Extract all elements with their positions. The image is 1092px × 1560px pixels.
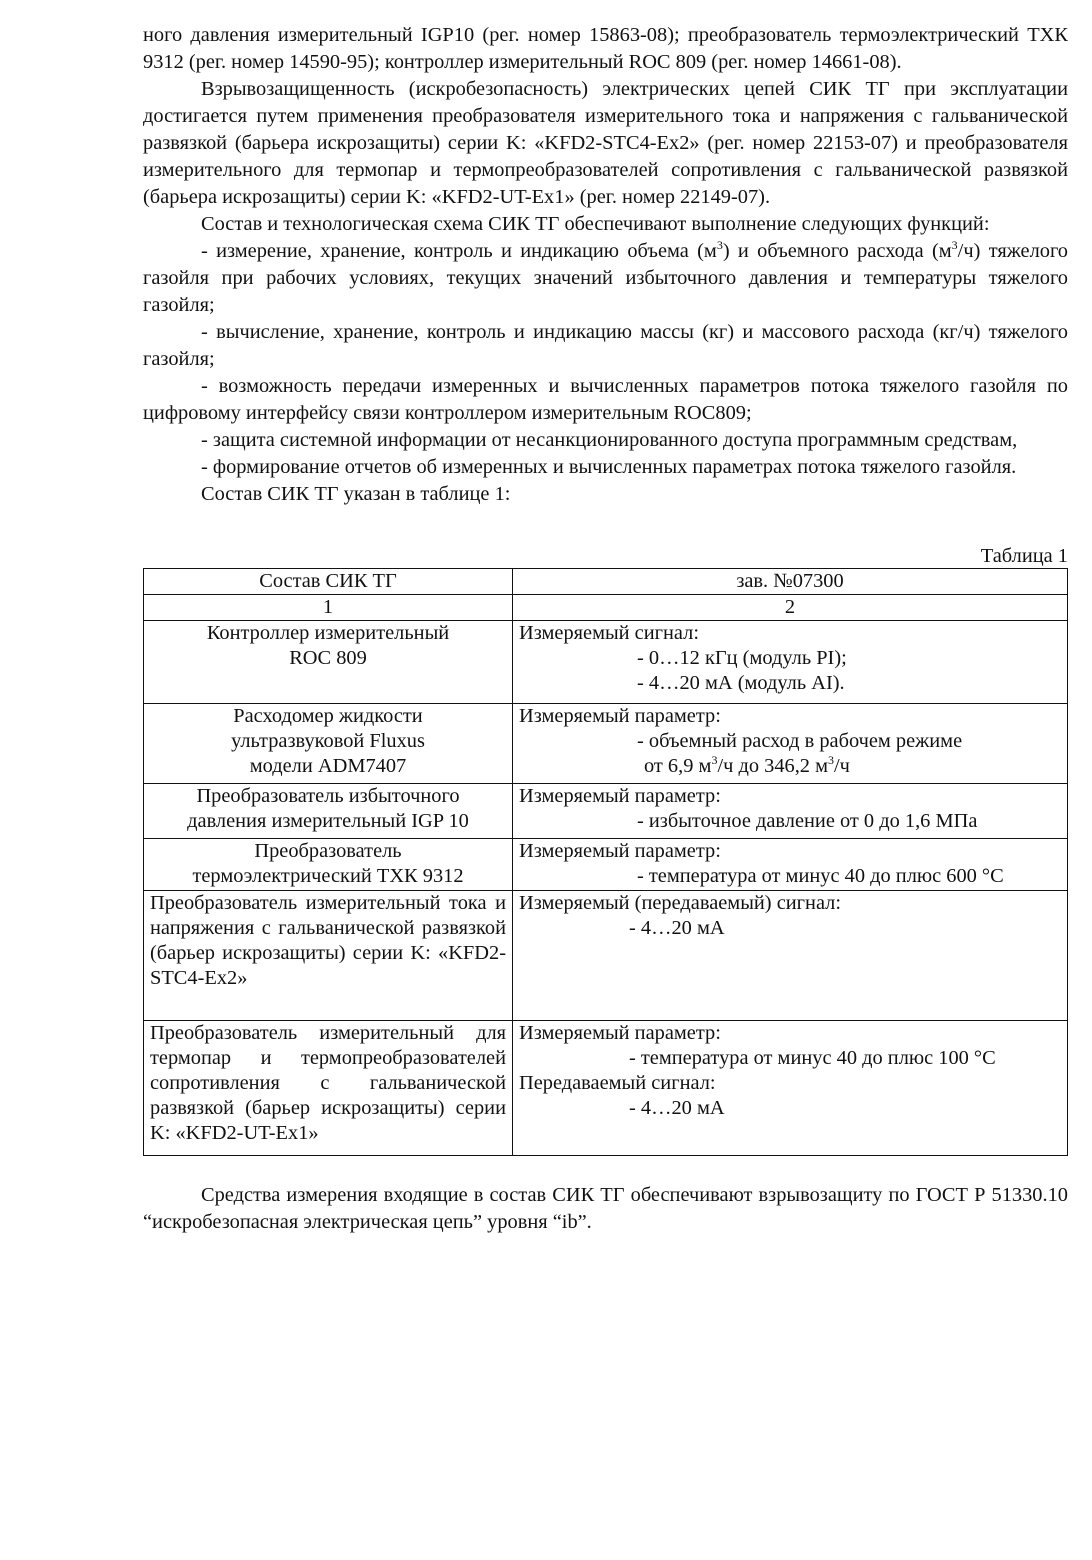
column-number-1: 1 bbox=[144, 595, 513, 621]
table-row bbox=[144, 621, 1068, 704]
paragraph-continuation: ного давления измерительный IGP10 (рег. номер 15863-08); преобразователь термоэлектрический ТХК 9312 (рег. номер 14590-95); контроллер измерительный ROC 809 (рег. номер 14661-08). bbox=[143, 24, 1068, 73]
table-row bbox=[144, 891, 1068, 1021]
table-row bbox=[144, 839, 1068, 891]
function-item-protection: - защита системной информации от несанкционированного доступа программным средствам, bbox=[201, 429, 1018, 451]
spec-cell: Измеряемый параметр: - температура от минус 40 до плюс 100 °С Передаваемый сигнал: - 4…20 мА bbox=[513, 1021, 1068, 1156]
table-row bbox=[144, 1021, 1068, 1156]
header-cell-serial: зав. №07300 bbox=[513, 569, 1068, 595]
table-row bbox=[144, 704, 1068, 784]
document-page bbox=[143, 22, 1068, 1236]
table-row bbox=[144, 784, 1068, 839]
spec-cell: Измеряемый (передаваемый) сигнал: - 4…20 мА bbox=[513, 891, 1068, 1021]
composition-table bbox=[143, 568, 1068, 1156]
table-number-row bbox=[144, 595, 1068, 621]
component-cell: Расходомер жидкости ультразвуковой Fluxus модели ADM7407 bbox=[144, 704, 513, 784]
component-cell: Преобразователь измерительный тока и напряжения с гальванической развязкой (барьер искрозащиты) серии K: «KFD2-STC4-Ex2» bbox=[144, 891, 513, 1021]
paragraph-explosion-protection: Взрывозащищенность (искробезопасность) электрических цепей СИК ТГ при эксплуатации достигается путем применения преобразователя измерительного тока и напряжения с гальванической развязкой (барьера искрозащиты) серии K: «KFD2-STC4-Ex2» (рег. номер 22153-07) и преобразователя измерительного для термопар и термопреобразователей сопротивления с гальванической развязкой (барьера искрозащиты) серии K: «KFD2-UT-Ex1» (рег. номер 22149-07). bbox=[143, 78, 1068, 208]
spec-cell: Измеряемый параметр: - избыточное давление от 0 до 1,6 МПа bbox=[513, 784, 1068, 839]
spec-cell: Измеряемый сигнал: - 0…12 кГц (модуль PI); - 4…20 мА (модуль AI). bbox=[513, 621, 1068, 704]
header-cell-composition: Состав СИК ТГ bbox=[144, 569, 513, 595]
component-cell: Преобразователь измерительный для термопар и термопреобразователей сопротивления с гальванической развязкой (барьер искрозащиты) серии K: «KFD2-UT-Ex1» bbox=[144, 1021, 513, 1156]
function-item-reports: - формирование отчетов об измеренных и вычисленных параметрах потока тяжелого газойля. bbox=[201, 456, 1017, 478]
component-cell: Преобразователь термоэлектрический ТХК 9312 bbox=[144, 839, 513, 891]
column-number-2: 2 bbox=[513, 595, 1068, 621]
function-item-volume: - измерение, хранение, контроль и индикацию объема $(м^3)$ и объемного расхода $(м^3/ч)$ тяжелого газойля при рабочих условиях, текущих значений избыточного давления и температуры тяжелого газойля; bbox=[143, 238, 1069, 316]
spec-cell: Измеряемый параметр: - объемный расход в рабочем режиме от 6,9 $м^3/ч$ до 346,2 $м^3/ч$ bbox=[513, 704, 1068, 784]
function-item-transfer: - возможность передачи измеренных и вычисленных параметров потока тяжелого газойля по цифровому интерфейсу связи контроллером измерительным ROC809; bbox=[143, 375, 1068, 424]
paragraph-gost-compliance: Средства измерения входящие в состав СИК ТГ обеспечивают взрывозащиту по ГОСТ Р 51330.10 “искробезопасная электрическая цепь” уровня “ib”. bbox=[143, 1184, 1068, 1233]
spec-cell: Измеряемый параметр: - температура от минус 40 до плюс 600 °С bbox=[513, 839, 1068, 891]
function-item-mass: - вычисление, хранение, контроль и индикацию массы (кг) и массового расхода (кг/ч) тяжелого газойля; bbox=[143, 321, 1068, 370]
table-caption: Таблица 1 bbox=[980, 545, 1068, 567]
paragraph-table-ref: Состав СИК ТГ указан в таблице 1: bbox=[201, 483, 511, 505]
component-cell: Преобразователь избыточного давления измерительный IGP 10 bbox=[144, 784, 513, 839]
table-header-row bbox=[144, 569, 1068, 595]
component-cell: Контроллер измерительный ROC 809 bbox=[144, 621, 513, 704]
paragraph-functions-intro: Состав и технологическая схема СИК ТГ обеспечивают выполнение следующих функций: bbox=[201, 213, 990, 235]
